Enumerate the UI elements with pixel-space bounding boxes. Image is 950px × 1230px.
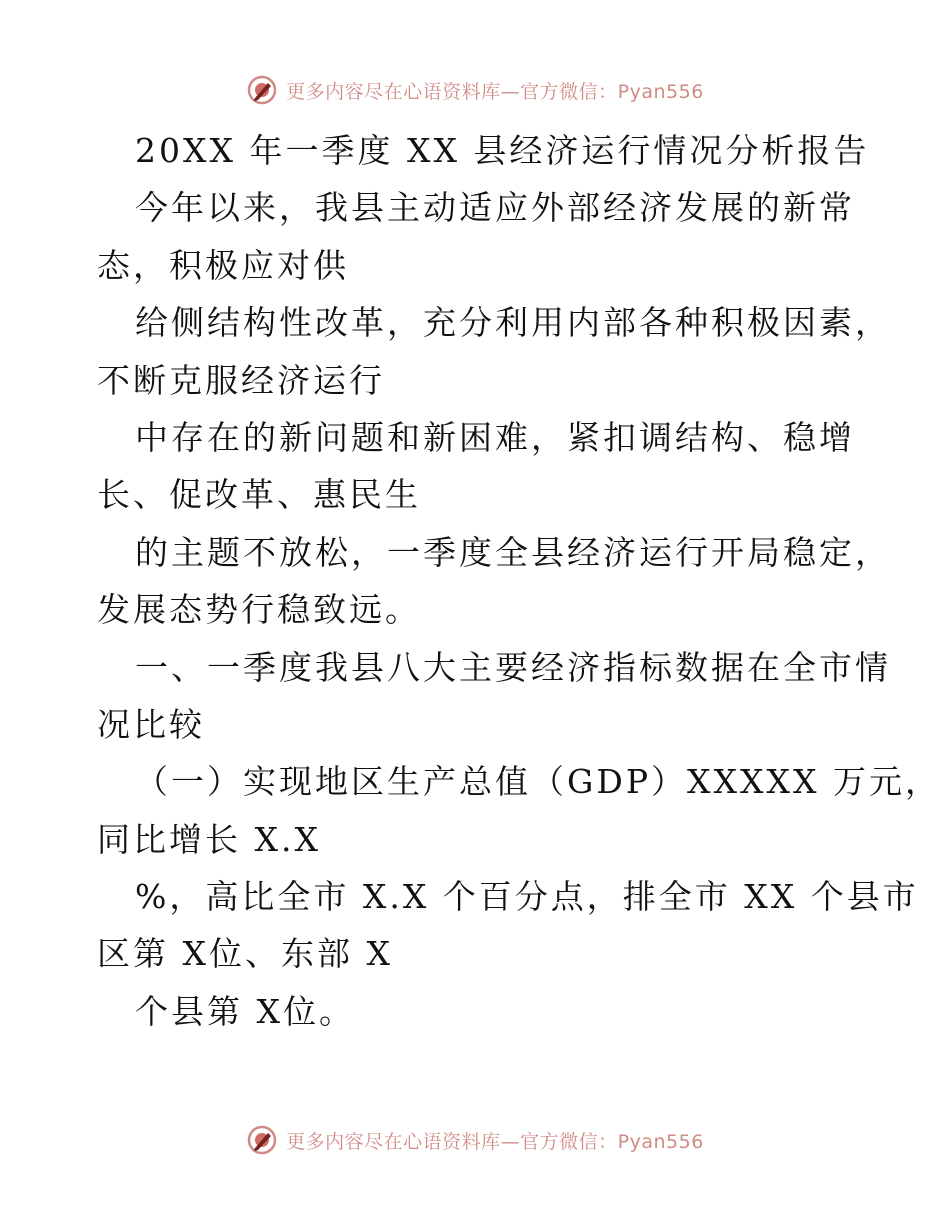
body-text-line: 长、促改革、惠民生 (97, 475, 421, 515)
pen-logo-icon (246, 1124, 278, 1156)
watermark-text: 更多内容尽在心语资料库—官方微信：Pyan556 (286, 1130, 704, 1153)
pen-logo-icon (246, 74, 278, 106)
body-text-line: （一）实现地区生产总值（GDP）XXXXX 万元， (135, 762, 941, 802)
body-text-line: 一、一季度我县八大主要经济指标数据在全市情 (135, 647, 891, 687)
body-text-line: 的主题不放松，一季度全县经济运行开局稳定， (135, 532, 891, 572)
document-body (97, 122, 941, 1040)
body-text-line: 态，积极应对供 (97, 245, 349, 285)
body-text-line: 不断克服经济运行 (97, 360, 385, 400)
body-text-line: 发展态势行稳致远。 (97, 590, 421, 630)
body-text-line: 给侧结构性改革，充分利用内部各种积极因素， (135, 303, 891, 343)
body-text-line: 区第 X位、东部 X (97, 934, 393, 974)
body-text-line: 个县第 X位。 (135, 991, 355, 1031)
body-text-line: 同比增长 X.X (97, 819, 321, 859)
document-title: 20XX 年一季度 XX 县经济运行情况分析报告 (135, 131, 870, 170)
header-watermark-banner (0, 70, 950, 110)
body-text-line: 今年以来，我县主动适应外部经济发展的新常 (135, 188, 855, 228)
watermark-text: 更多内容尽在心语资料库—官方微信：Pyan556 (286, 80, 704, 103)
body-text-line: 况比较 (97, 704, 205, 744)
body-text-line: %，高比全市 X.X 个百分点，排全市 XX 个县市 (135, 877, 919, 917)
footer-watermark-banner (0, 1120, 950, 1160)
body-text-line: 中存在的新问题和新困难，紧扣调结构、稳增 (135, 417, 855, 457)
